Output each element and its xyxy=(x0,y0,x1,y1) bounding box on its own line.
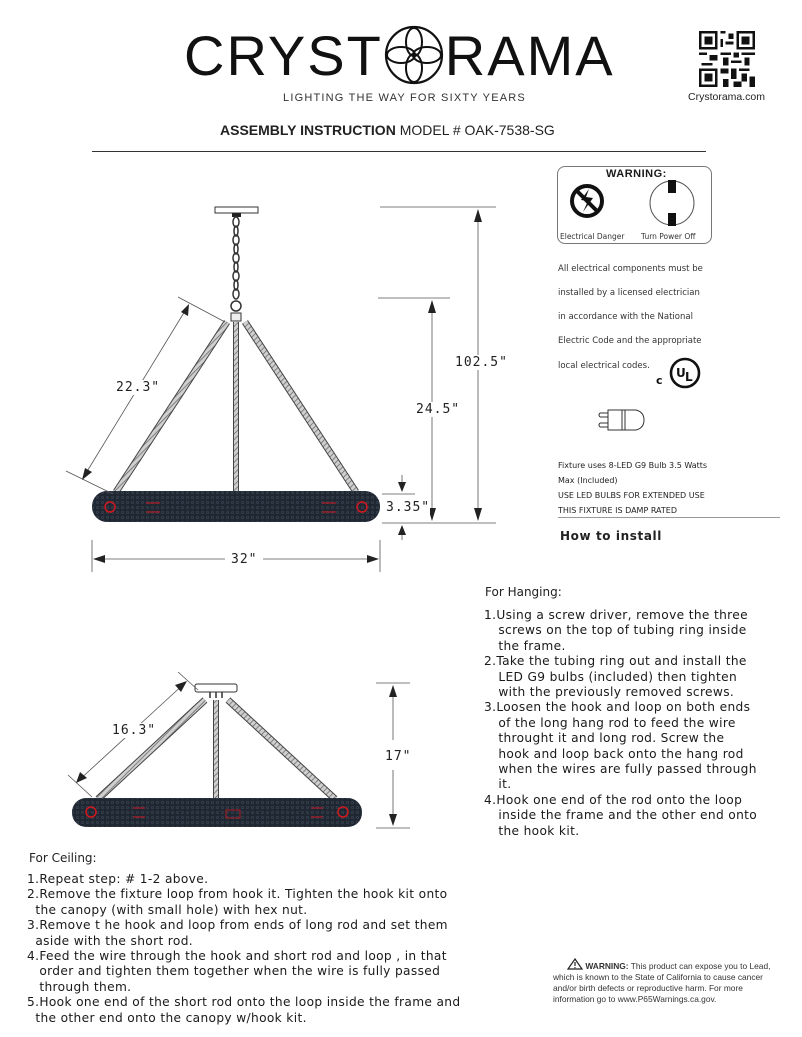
prop65-text-first: This product can expose you to Lead, xyxy=(628,961,771,971)
bulb-note-line: USE LED BULBS FOR EXTENDED USE xyxy=(558,491,705,500)
model-number: MODEL # OAK-7538-SG xyxy=(399,122,555,138)
dimension-fixture-height: 24.5" xyxy=(416,402,461,417)
prop65-warning-label: WARNING: xyxy=(585,961,629,971)
dimension-rod-length: 22.3" xyxy=(116,380,161,395)
bulb-note-line: THIS FIXTURE IS DAMP RATED xyxy=(558,506,678,515)
electrical-note-line: local electrical codes. xyxy=(558,361,650,371)
svg-text:c: c xyxy=(656,374,663,387)
ceiling-step-2: 2. Remove the fixture loop from hook it. Tighten the hook kit onto the canopy (with small hole) with hex nut. xyxy=(27,887,448,917)
brand-left-text: CRYST xyxy=(184,24,383,87)
electrical-note-line: installed by a licensed electrician xyxy=(558,288,700,298)
bulb-note-line: Max (Included) xyxy=(558,476,618,485)
for-ceiling-heading: For Ceiling: xyxy=(29,851,97,865)
dimension-short-rod-length: 16.3" xyxy=(112,723,157,738)
website-link[interactable]: Crystorama.com xyxy=(688,91,766,103)
dimension-ring-height: 3.35" xyxy=(386,500,431,515)
cul-listed-mark-icon xyxy=(656,356,704,390)
electrical-note-line: Electric Code and the appropriate xyxy=(558,336,702,346)
dimension-width: 32" xyxy=(225,552,263,567)
for-hanging-heading: For Hanging: xyxy=(485,585,562,599)
ceiling-step-4: 4. Feed the wire through the hook and short rod and loop , in that order and tighten them together when the wire is fully passed through them. xyxy=(27,949,447,994)
crystorama-knot-logo-icon xyxy=(383,24,445,86)
dimension-ceiling-height: 17" xyxy=(385,749,412,764)
qr-code-icon[interactable] xyxy=(699,31,755,87)
electrical-danger-label: Electrical Danger xyxy=(560,232,625,241)
notes-divider xyxy=(558,517,780,518)
header-divider xyxy=(92,151,706,152)
brand-right-text: RAMA xyxy=(444,24,615,87)
ceiling-fixture-diagram xyxy=(60,670,440,830)
warning-title: WARNING: xyxy=(606,168,667,180)
turn-power-off-label: Turn Power Off xyxy=(641,232,696,241)
warning-triangle-icon xyxy=(567,958,583,970)
document-title xyxy=(220,122,555,138)
g9-bulb-icon xyxy=(598,408,646,432)
prop65-warning xyxy=(553,958,785,1005)
electrical-note-line: in accordance with the National xyxy=(558,312,693,322)
ceiling-step-3: 3. Remove t he hook and loop from ends of long rod and set them aside with the short rod. xyxy=(27,918,448,948)
bulb-note-line: Fixture uses 8-LED G9 Bulb 3.5 Watts xyxy=(558,461,708,470)
svg-text:U: U xyxy=(676,366,686,380)
dimension-overall-height: 102.5" xyxy=(455,355,508,370)
hanging-step-2: 2. Take the tubing ring out and install the LED G9 bulbs (included) then tighten with the previously removed screws. xyxy=(484,654,747,700)
electrical-note-line: All electrical components must be xyxy=(558,264,703,274)
for-hanging-steps xyxy=(484,608,802,839)
assembly-instruction-label: ASSEMBLY INSTRUCTION xyxy=(220,122,396,138)
svg-text:L: L xyxy=(685,370,693,384)
hanging-step-1: 1. Using a screw driver, remove the three screws on the top of tubing ring inside the frame. xyxy=(484,608,748,653)
electrical-danger-icon xyxy=(569,183,605,219)
hanging-step-3: 3. Loosen the hook and loop on both ends of the long hang rod to feed the wire throught it and long rod. Screw the hook and loop back onto the hang rod when the wires are fully passed through it. xyxy=(484,700,757,792)
hanging-step-4: 4. Hook one end of the rod onto the loop inside the frame and the other end onto the hook kit. xyxy=(484,792,758,838)
turn-power-off-icon xyxy=(647,176,697,230)
ceiling-step-1: 1. Repeat step: # 1-2 above. xyxy=(27,872,209,886)
brand-wordmark xyxy=(184,24,615,87)
prop65-text: which is known to the State of California to cause cancer and/or birth defects or reproductive harm. For more information go to www.P65Warnings.ca.gov. xyxy=(553,972,763,1004)
ceiling-step-5: 5. Hook one end of the short rod onto the loop inside the frame and the other end onto the canopy w/hook kit. xyxy=(27,995,461,1025)
how-to-install-heading: How to install xyxy=(560,529,662,543)
for-ceiling-steps xyxy=(27,872,527,1026)
brand-tagline: LIGHTING THE WAY FOR SIXTY YEARS xyxy=(283,92,526,104)
